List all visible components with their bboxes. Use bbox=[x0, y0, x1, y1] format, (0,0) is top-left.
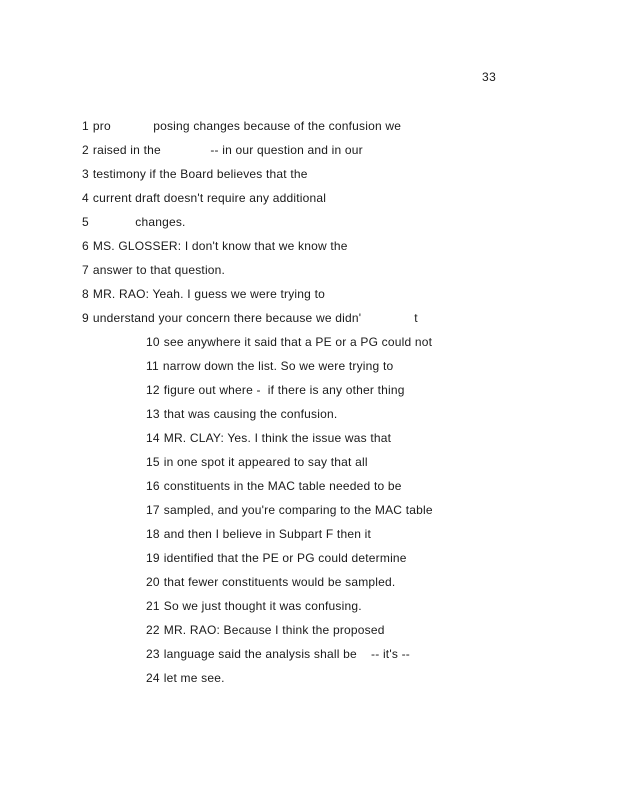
line-text: figure out where - if there is any other thing bbox=[163, 383, 405, 397]
line-text: in one spot it appeared to say that all bbox=[163, 455, 368, 469]
line-text: identified that the PE or PG could determine bbox=[163, 551, 407, 565]
line-number: 5 bbox=[82, 215, 89, 229]
line-number: 9 bbox=[82, 311, 89, 325]
line-text: and then I believe in Subpart F then it bbox=[163, 527, 372, 541]
transcript-line bbox=[146, 454, 368, 470]
transcript-line bbox=[146, 502, 433, 518]
transcript-line bbox=[146, 670, 225, 686]
line-text: answer to that question. bbox=[92, 263, 226, 277]
transcript-line bbox=[82, 190, 326, 206]
line-number: 4 bbox=[82, 191, 89, 205]
line-number: 10 bbox=[146, 335, 160, 349]
transcript-line bbox=[82, 214, 186, 230]
line-number: 17 bbox=[146, 503, 160, 517]
transcript-line bbox=[146, 334, 432, 350]
transcript-line bbox=[82, 142, 363, 158]
line-number: 23 bbox=[146, 647, 160, 661]
line-number: 12 bbox=[146, 383, 160, 397]
line-number: 24 bbox=[146, 671, 160, 685]
line-number: 20 bbox=[146, 575, 160, 589]
line-number: 8 bbox=[82, 287, 89, 301]
line-text: MR. RAO: Yeah. I guess we were trying to bbox=[92, 287, 325, 301]
line-number: 18 bbox=[146, 527, 160, 541]
line-text: MR. RAO: Because I think the proposed bbox=[163, 623, 385, 637]
line-text: MR. CLAY: Yes. I think the issue was that bbox=[163, 431, 392, 445]
transcript-line bbox=[146, 574, 395, 590]
transcript-line bbox=[146, 646, 410, 662]
line-text: see anywhere it said that a PE or a PG could not bbox=[163, 335, 433, 349]
transcript-line bbox=[146, 406, 337, 422]
line-text: constituents in the MAC table needed to be bbox=[163, 479, 402, 493]
line-number: 7 bbox=[82, 263, 89, 277]
line-number: 22 bbox=[146, 623, 160, 637]
line-number: 6 bbox=[82, 239, 89, 253]
transcript-line bbox=[146, 622, 385, 638]
line-text: that fewer constituents would be sampled. bbox=[163, 575, 396, 589]
transcript-line bbox=[146, 598, 362, 614]
transcript-line bbox=[82, 118, 401, 134]
line-text: testimony if the Board believes that the bbox=[92, 167, 308, 181]
line-text: raised in the -- in our question and in our bbox=[92, 143, 363, 157]
line-number: 16 bbox=[146, 479, 160, 493]
transcript-line bbox=[146, 430, 391, 446]
page-number: 33 bbox=[482, 70, 497, 84]
line-text: pro posing changes because of the confusion we bbox=[92, 119, 402, 133]
line-text: language said the analysis shall be -- it's -- bbox=[163, 647, 410, 661]
transcript-line bbox=[82, 310, 418, 326]
line-number: 14 bbox=[146, 431, 160, 445]
line-number: 13 bbox=[146, 407, 160, 421]
transcript-line bbox=[146, 478, 402, 494]
line-number: 3 bbox=[82, 167, 89, 181]
line-number: 11 bbox=[146, 359, 159, 373]
transcript-line bbox=[146, 550, 407, 566]
line-text: understand your concern there because we didn' t bbox=[92, 311, 418, 325]
transcript-line bbox=[82, 166, 308, 182]
line-number: 21 bbox=[146, 599, 160, 613]
line-text: changes. bbox=[92, 215, 186, 229]
line-number: 2 bbox=[82, 143, 89, 157]
line-number: 19 bbox=[146, 551, 160, 565]
transcript-line bbox=[146, 382, 405, 398]
transcript-line bbox=[146, 526, 371, 542]
transcript-line bbox=[82, 238, 348, 254]
line-text: So we just thought it was confusing. bbox=[163, 599, 362, 613]
transcript-line bbox=[82, 262, 225, 278]
line-number: 15 bbox=[146, 455, 160, 469]
line-text: narrow down the list. So we were trying to bbox=[162, 359, 394, 373]
transcript-line bbox=[82, 286, 325, 302]
line-text: let me see. bbox=[163, 671, 225, 685]
line-text: that was causing the confusion. bbox=[163, 407, 338, 421]
line-text: current draft doesn't require any additional bbox=[92, 191, 327, 205]
transcript-line bbox=[146, 358, 393, 374]
line-text: sampled, and you're comparing to the MAC table bbox=[163, 503, 433, 517]
line-text: MS. GLOSSER: I don't know that we know the bbox=[92, 239, 348, 253]
line-number: 1 bbox=[82, 119, 89, 133]
